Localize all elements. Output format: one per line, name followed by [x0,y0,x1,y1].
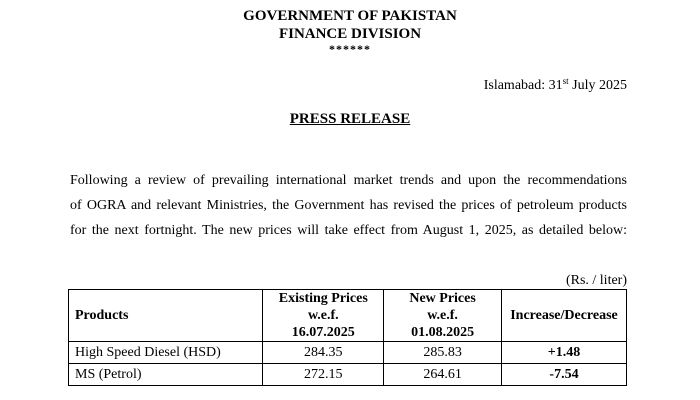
header-existing-line-3: 16.07.2025 [291,325,355,340]
header-new-prices [384,290,502,342]
body-paragraph [70,168,627,243]
header-government: GOVERNMENT OF PAKISTAN [243,8,457,24]
paragraph-line-2: of OGRA and relevant Ministries, the Government has revised the prices of petroleum products [70,198,627,213]
date-rest: July 2025 [568,78,627,93]
header-new-line-3: 01.08.2025 [411,325,475,340]
existing-price: 272.15 [263,364,384,386]
price-change: +1.48 [501,342,626,364]
release-date [484,77,627,95]
table-row [69,364,627,386]
new-price: 264.61 [384,364,502,386]
header-products: Products [69,290,263,342]
paragraph-line-1: Following a review of prevailing international market trends and upon the recommendations [70,173,627,188]
header-existing-line-2: w.e.f. [307,308,339,323]
header-new-line-1: New Prices [409,291,476,306]
date-ordinal: st [562,76,569,86]
product-name: High Speed Diesel (HSD) [69,342,263,364]
table-header-row [69,290,627,342]
header-new-line-2: w.e.f. [427,308,458,323]
table-row [69,342,627,364]
page-title: PRESS RELEASE [289,111,411,127]
header-change: Increase/Decrease [501,290,626,342]
price-change: -7.54 [501,364,626,386]
price-table [68,289,627,386]
paragraph-line-3: for the next fortnight. The new prices will take effect from August 1, 2025, as detailed below: [70,223,627,238]
new-price: 285.83 [384,342,502,364]
existing-price: 284.35 [263,342,384,364]
product-name: MS (Petrol) [69,364,263,386]
header-division: FINANCE DIVISION [278,26,422,42]
header-existing-line-1: Existing Prices [278,291,368,306]
price-unit: (Rs. / liter) [565,273,627,288]
date-prefix: Islamabad: 31 [483,78,563,93]
header-existing-prices [263,290,384,342]
header-separator: ****** [329,42,371,56]
